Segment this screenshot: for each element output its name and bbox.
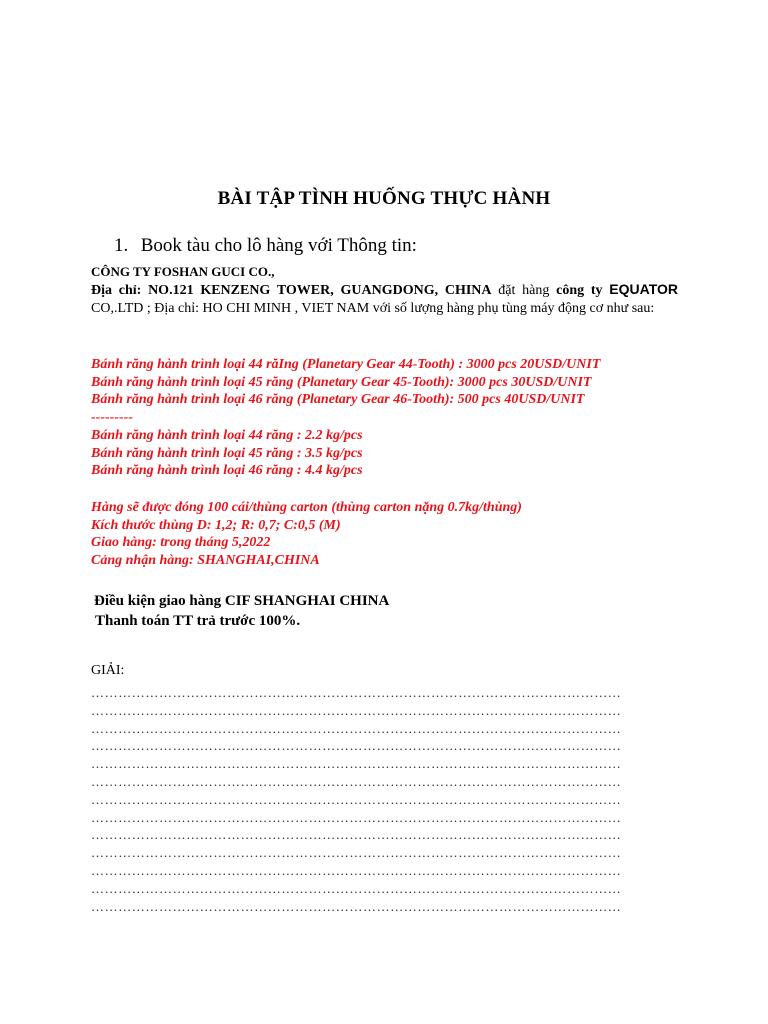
task-heading: [114, 235, 417, 257]
quantity-intro: với số lượng hàng phụ tùng máy động cơ như sau:: [369, 301, 655, 316]
weight-list: [91, 427, 678, 480]
address-paragraph: [91, 280, 678, 318]
answer-line: ………………………………………………………………………………………………………: [91, 773, 622, 789]
answer-line: ………………………………………………………………………………………………………: [91, 880, 622, 896]
separator-line: ---------: [91, 409, 133, 425]
carton-size-line: Kích thước thùng D: 1,2; R: 0,7; C:0,5 (M): [91, 517, 341, 533]
buyer-name: EQUATOR: [609, 281, 678, 297]
company-name: FOSHAN GUCI CO.,: [153, 264, 275, 279]
address-label: Địa chỉ:: [91, 283, 149, 298]
address-order-text: đặt hàng: [491, 283, 557, 298]
answer-line: ………………………………………………………………………………………………………: [91, 862, 622, 878]
buyer-suffix: CO,.LTD ; Địa chỉ: HO CHI MINH , VIET NAM: [91, 301, 370, 316]
answer-line: ………………………………………………………………………………………………………: [91, 685, 622, 700]
packing-line: Hàng sẽ được đóng 100 cái/thùng carton (thùng carton nặng 0.7kg/thùng): [91, 500, 522, 515]
answer-line: ………………………………………………………………………………………………………: [91, 845, 622, 861]
product-line: Bánh răng hành trình loại 44 răIng (Planetary Gear 44-Tooth) : 3000 pcs 20USD/UNIT: [91, 357, 601, 372]
company-prefix: CÔNG TY: [91, 264, 154, 279]
weight-line: Bánh răng hành trình loại 46 răng : 4.4 kg/pcs: [91, 463, 363, 479]
product-line: Bánh răng hành trình loại 46 răng (Planetary Gear 46-Tooth): 500 pcs 40USD/UNIT: [91, 392, 585, 408]
answer-label: GIẢI:: [91, 663, 125, 678]
task-text: Book tàu cho lô hàng với Thông tin:: [140, 235, 417, 256]
answer-lines: [91, 684, 631, 915]
weight-line: Bánh răng hành trình loại 45 răng : 3.5 kg/pcs: [91, 445, 363, 461]
answer-line: ………………………………………………………………………………………………………: [91, 756, 622, 772]
buyer-label: công ty: [556, 283, 603, 298]
company-line: [91, 263, 678, 281]
port-line: Cảng nhận hàng: SHANGHAI,CHINA: [91, 552, 320, 568]
task-number: 1.: [114, 235, 129, 256]
address-value: NO.121 KENZENG TOWER, GUANGDONG, CHINA: [148, 283, 492, 298]
answer-line: ………………………………………………………………………………………………………: [91, 809, 622, 825]
page-title: BÀI TẬP TÌNH HUỐNG THỰC HÀNH: [217, 188, 551, 209]
answer-line: ………………………………………………………………………………………………………: [91, 898, 622, 914]
product-line: Bánh răng hành trình loại 45 răng (Planetary Gear 45-Tooth): 3000 pcs 30USD/UNIT: [91, 374, 592, 390]
answer-line: ………………………………………………………………………………………………………: [91, 738, 622, 754]
packing-info: [91, 499, 678, 569]
payment-terms: Thanh toán TT trả trước 100%.: [95, 613, 301, 629]
delivery-time-line: Giao hàng: trong tháng 5,2022: [91, 535, 271, 551]
product-list: [91, 356, 678, 426]
terms-block: [94, 591, 389, 631]
answer-line: ………………………………………………………………………………………………………: [91, 791, 622, 807]
answer-line: ………………………………………………………………………………………………………: [91, 702, 622, 718]
delivery-terms: Điều kiện giao hàng CIF SHANGHAI CHINA: [94, 593, 390, 609]
answer-line: ………………………………………………………………………………………………………: [91, 827, 622, 843]
answer-line: ………………………………………………………………………………………………………: [91, 720, 622, 736]
weight-line: Bánh răng hành trình loại 44 răng : 2.2 kg/pcs: [91, 428, 363, 443]
